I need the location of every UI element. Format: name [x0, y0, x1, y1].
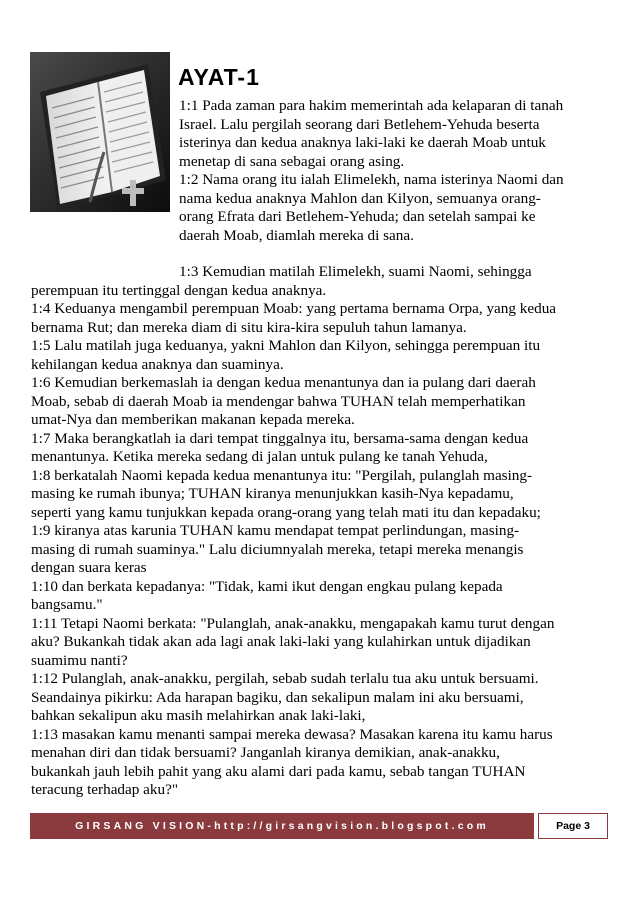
text-line: teracung terhadap aku?"	[31, 781, 179, 798]
text-line: Seandainya pikirku: Ada harapan bagiku, dan sekalipun malam ini aku bersuami,	[31, 688, 524, 706]
text-line: perempuan itu tertinggal dengan kedua anaknya.	[31, 281, 327, 299]
open-bible-photo	[30, 52, 170, 212]
text-line: 1:2 Nama orang itu ialah Elimelekh, nama isterinya Naomi dan	[179, 171, 564, 188]
text-line: suamimu nanti?	[31, 651, 128, 669]
text-line: 1:13 masakan kamu menanti sampai mereka dewasa? Masakan karena itu kamu harus	[31, 725, 553, 743]
page-number: Page 3	[538, 813, 608, 839]
text-line: 1:12 Pulanglah, anak-anakku, pergilah, sebab sudah terlalu tua aku untuk bersuami.	[31, 670, 539, 687]
text-line: 1:1 Pada zaman para hakim memerintah ada kelaparan di tanah	[179, 97, 564, 114]
text-line: 1:4 Keduanya mengambil perempuan Moab: yang pertama bernama Orpa, yang kedua	[31, 300, 557, 317]
text-line: orang Efrata dari Betlehem-Yehuda; dan setelah sampai ke	[179, 208, 536, 225]
text-line: bukankah jauh lebih pahit yang aku alami dari pada kamu, sebab tangan TUHAN	[31, 762, 526, 780]
text-line: 1:7 Maka berangkatlah ia dari tempat tinggalnya itu, bersama-sama dengan kedua	[31, 429, 529, 447]
text-line: 1:11 Tetapi Naomi berkata: "Pulanglah, anak-anakku, mengapakah kamu turut dengan	[31, 614, 555, 632]
text-line: bangsamu."	[31, 596, 103, 613]
text-line: Israel. Lalu pergilah seorang dari Betlehem-Yehuda beserta	[179, 115, 540, 133]
text-line: aku? Bukankah tidak akan ada lagi anak laki-laki yang kulahirkan untuk dijadikan	[31, 633, 531, 650]
text-line: menetap di sana sebagai orang asing.	[179, 152, 405, 170]
text-line: 1:6 Kemudian berkemaslah ia dengan kedua menantunya dan ia pulang dari daerah	[31, 374, 536, 391]
text-line: masing ke rumah ibunya; TUHAN kiranya menunjukkan kasih-Nya kepadamu,	[31, 485, 514, 502]
text-line: 1:8 berkatalah Naomi kepada kedua menantunya itu: "Pergilah, pulanglah masing-	[31, 466, 533, 484]
text-line: 1:10 dan berkata kepadanya: "Tidak, kami ikut dengan engkau pulang kepada	[31, 577, 503, 595]
text-line: 1:9 kiranya atas karunia TUHAN kamu mendapat tempat perlindungan, masing-	[31, 522, 520, 539]
text-line: bernama Rut; dan mereka diam di situ kira-kira sepuluh tahun lamanya.	[31, 318, 467, 336]
text-line: Moab, sebab di daerah Moab ia mendengar bahwa TUHAN telah memperhatikan	[31, 392, 526, 410]
text-line: kehilangan kedua anaknya dan suaminya.	[31, 355, 284, 373]
text-line: menantunya. Ketika mereka sedang di jalan untuk pulang ke tanah Yehuda,	[31, 448, 488, 465]
text-line: daerah Moab, diamlah mereka di sana.	[179, 226, 414, 244]
indented-text-block	[179, 97, 614, 245]
text-line: bahkan sekalipun aku masih melahirkan anak laki-laki,	[31, 707, 366, 724]
text-line: seperti yang kamu tunjukkan kepada orang-orang yang telah mati itu dan kepadaku;	[31, 503, 541, 521]
text-line: menahan diri dan tidak bersuami? Janganlah kiranya demikian, anak-anakku,	[31, 744, 500, 761]
text-line: dengan suara keras	[31, 559, 147, 576]
footer-site-banner: GIRSANG VISION-http://girsangvision.blogspot.com	[30, 813, 534, 839]
text-line: masing di rumah suaminya." Lalu diciumnyalah mereka, tetapi mereka menangis	[31, 540, 524, 558]
text-line: nama kedua anaknya Mahlon dan Kilyon, semuanya orang-	[179, 189, 541, 207]
text-line: 1:5 Lalu matilah juga keduanya, yakni Mahlon dan Kilyon, sehingga perempuan itu	[31, 337, 541, 354]
text-line: 1:3 Kemudian matilah Elimelekh, suami Naomi, sehingga	[179, 263, 532, 280]
text-line: umat-Nya dan memberikan makanan kepada mereka.	[31, 411, 355, 428]
open-bible-icon	[30, 52, 170, 212]
text-line: isterinya dan kedua anaknya laki-laki ke daerah Moab untuk	[179, 134, 546, 151]
page-heading: AYAT-1	[178, 64, 260, 90]
full-width-text-block	[31, 263, 617, 800]
page-footer	[30, 813, 608, 839]
